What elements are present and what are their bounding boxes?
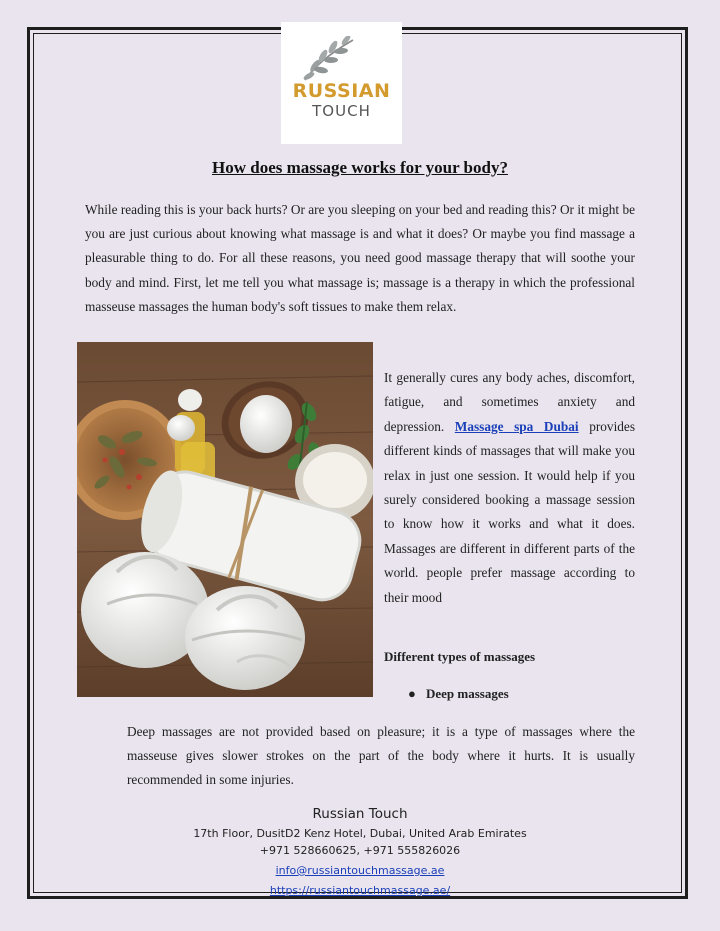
logo <box>281 22 402 144</box>
footer-address: 17th Floor, DusitD2 Kenz Hotel, Dubai, United Arab Emirates <box>193 827 527 840</box>
list-item-label: Deep massages <box>426 686 509 701</box>
logo-text-russian: RUSSIAN <box>292 80 391 102</box>
footer-phones: +971 528660625, +971 555826026 <box>259 844 461 857</box>
page-title: How does massage works for your body? <box>212 158 508 177</box>
side-text-before-link: It generally cures any body aches, discomfort, fatigue, and sometimes anxiety and depression. <box>384 370 635 434</box>
section-heading-types: Different types of massages <box>384 649 536 664</box>
footer-brand: Russian Touch <box>312 806 408 822</box>
footer <box>0 806 720 899</box>
side-paragraph <box>384 366 635 610</box>
olive-branch-icon <box>299 36 359 82</box>
footer-website-link[interactable]: https://russiantouchmassage.ae/ <box>269 884 451 897</box>
footer-email-link[interactable]: info@russiantouchmassage.ae <box>275 864 445 877</box>
massage-spa-dubai-link[interactable]: Massage spa Dubai <box>454 418 579 434</box>
logo-text-touch: TOUCH <box>312 102 371 120</box>
bullet-icon: ● <box>408 686 416 701</box>
massage-spa-image <box>77 342 373 697</box>
intro-paragraph: While reading this is your back hurts? Or are you sleeping on your bed and reading this? Or it might be you are just curious about knowing what massage is and what it does? Or maybe you find massage a pleasurable thing to do. For all these reasons, you need good massage therapy that will soothe your body and mind. First, let me tell you what massage is; massage is a therapy in which the professional masseuse massages the human body's soft tissues to make them relax. <box>85 202 635 314</box>
side-text-after-link: provides different kinds of massages that will make you relax in just one session. It would help if you surely considered booking a massage session to know how it works and what it does. Massages are different in different parts of the world. people prefer massage according to their mood <box>384 418 635 605</box>
deep-massage-paragraph: Deep massages are not provided based on pleasure; it is a type of massages where the masseuse gives slower strokes on the part of the body where it hurts. It is usually recommended in some injuries. <box>127 724 635 788</box>
